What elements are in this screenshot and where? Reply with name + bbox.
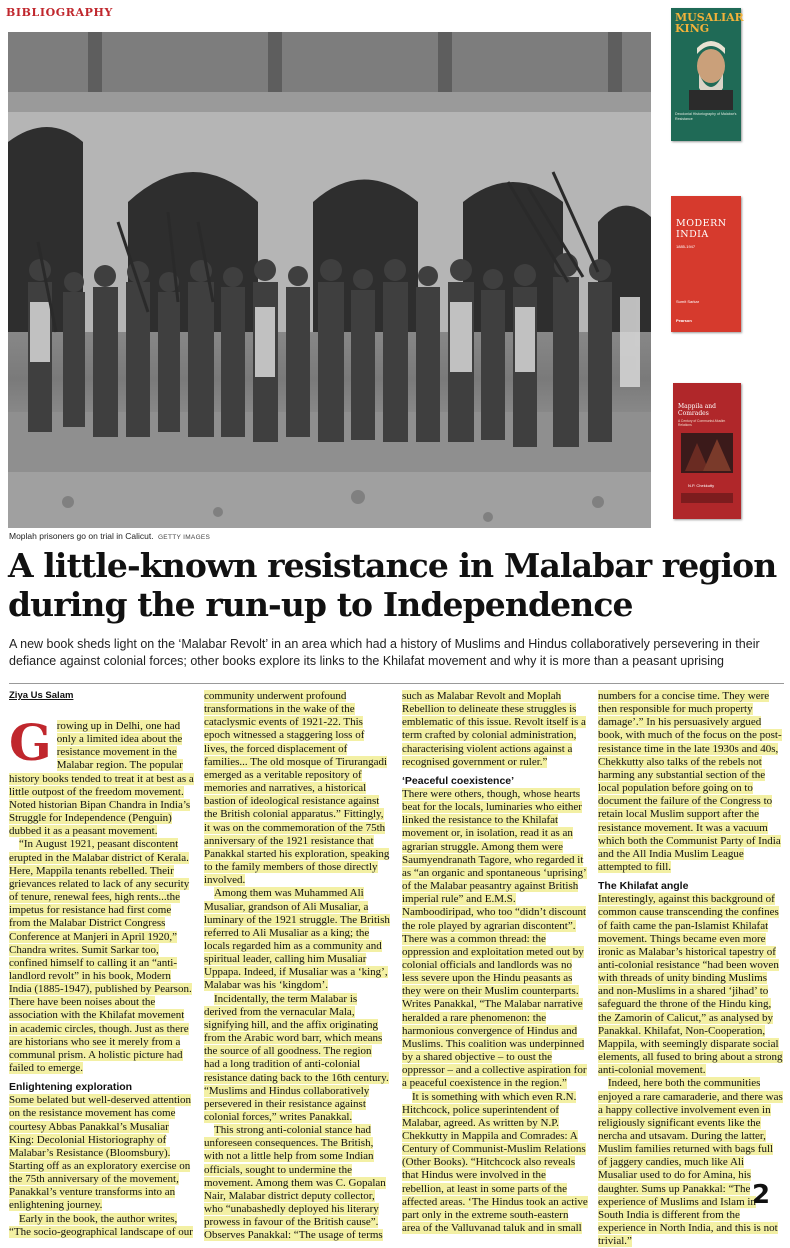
paragraph (598, 690, 784, 874)
paragraph-text: “In August 1921, peasant discontent erupted in the Malabar district of Kerala. Here, Mappila tenants rebelled. Their grievances related to lack of any security of tenure, renewal fees, high rents...the impetus for resistance had first come from the Malabar District Congress Conference at Manjeri in April 1920,” Chandra writes. Sumit Sarkar too, confined himself to calling it an “anti-landlord revolt” in his book, Modern India (1885-1947), published by Pearson. There have been noises about the association with the Khilafat movement in academic circles, though. Just as there are historians who see it merely from a communal prism. A holistic picture had failed to emerge. (9, 838, 192, 1075)
paragraph (204, 1124, 390, 1242)
section-label: BIBLIOGRAPHY (6, 6, 113, 19)
photo-caption (9, 531, 210, 541)
cover-author: Sumit Sarkar (676, 299, 700, 304)
byline: Ziya Us Salam (9, 690, 74, 701)
cover-portrait-icon (671, 8, 744, 141)
paragraph (204, 993, 390, 1125)
article-headline: A little-known resistance in Malabar region during the run-up to Independence (8, 546, 777, 624)
paragraph (9, 838, 195, 1075)
paragraph-text: Indeed, here both the communities enjoyed a rare camaraderie, and there was a happy collective involvement even in religiously significant events like the nercha and utsavam. During the latter, Muslim families returned with bags full of jaggery candies, much like Ali Musaliar used to do for Amina, his daughter. Sums up Panakkal: “The experience of Muslims and Islam in South India is different from the experience in North India, and this is not trivial.” (598, 1077, 783, 1248)
article-column-1 (9, 690, 195, 1238)
subhead: The Khilafat angle (598, 880, 689, 893)
paragraph-text: Early in the book, the author writes, “The socio-geographical landscape of our (9, 1212, 193, 1238)
cover-illustration-icon (673, 383, 741, 519)
paragraph-text: Interestingly, against this background of common cause transcending the confines of faith came the pan-Islamist Khilafat movement. Things became even more ironic as Malabar’s historical tapestry of anti-colonial resistance “had been woven with threads of unity binding Muslims and non-Muslims in a shared ‘jihad’ to safeguard the throne of the Hindu king, the Zamorin of Calicut,” as analysed by Panakkal. Khilafat, Non-Cooperation, Mappila, with seemingly disparate social elements, all fused to bring about a strong anti-colonial movement. (598, 893, 783, 1077)
article-column-3 (402, 690, 588, 1235)
paragraph (204, 690, 390, 887)
paragraph-text: such as Malabar Revolt and Moplah Rebellion to delineate these struggles is emblematic of this issue. Revolt itself is a term crafted by colonial administration, characterising violent actions against a recognised government or ruler.” (402, 690, 586, 768)
subhead: ‘Peaceful coexistence’ (402, 774, 515, 787)
photo-caption-text: Moplah prisoners go on trial in Calicut. (9, 531, 154, 541)
page-mark: 2 (752, 1180, 771, 1210)
paragraph-text: rowing up in Delhi, one had only a limited idea about the resistance movement in the Malabar region. The popular history books tended to treat it at best as a little outpost of the freedom movement. Noted historian Bipan Chandra in India’s Struggle for Independence (Penguin) dubbed it as a peasant movement. (9, 720, 194, 838)
article-column-2 (204, 690, 390, 1242)
paragraph-text: numbers for a concise time. They were then responsible for much property damage’.” In his persuasively argued book, with much of the focus on the post-resistance time in the late 1930s and 40s, Chekkutty also talks of the rebels not harming any substantial section of the local population before going on to document the failure of the Congress to retain local Muslim support after the resistance movement. It was a vacuum which both the Communist Party of India and the All India Muslim League attempted to fill. (598, 690, 782, 874)
cover-publisher: Pearson (676, 318, 692, 323)
cover-years: 1885-1947 (676, 244, 696, 249)
cover-title: MUSALIAR KING (675, 11, 744, 35)
paragraph-text: community underwent profound transformations in the wake of the cataclysmic events of 1921-22. This epoch witnessed a staggering loss of lives, the forced displacement of families... The old mosque of Tirurangadi emerged as a veritable repository of memories and narratives, a historical bastion of ideological resistance against the British colonial apparatus.” Fittingly, it was on the commemoration of the 75th anniversary of the 1921 resistance that Panakkal started his exploration, speaking to the family members of those directly involved. (204, 690, 390, 887)
paragraph-text: Some belated but well-deserved attention on the resistance movement has come courtesy Abbas Panakkal’s Musaliar King: Decolonial Historiography of Malabar’s Resistance (Bloomsbury). Starting off as an exploratory exercise on the 75th anniversary of the movement, Panakkal’s venture transforms into an enlightening journey. (9, 1094, 192, 1212)
book-cover-modern-india (671, 196, 741, 332)
prisoners-photo (8, 32, 651, 528)
paragraph (598, 893, 784, 1077)
paragraph (402, 1091, 588, 1236)
cover-title: MODERN INDIA (676, 218, 727, 240)
article-column-4 (598, 690, 784, 1248)
cover-author: N.P. Chekkutty (688, 483, 715, 488)
paragraph-text: Incidentally, the term Malabar is derived from the vernacular Mala, signifying hill, and the affix originating from the Arabic word barr, which means the source of all goodness. The region had a long tradition of anti-colonial resistance dating back to the 16th century. “Muslims and Hindus collaboratively persevered in their resistance against colonial forces,” writes Panakkal. (204, 992, 389, 1123)
divider (9, 683, 784, 684)
paragraph (402, 690, 588, 769)
paragraph-text: It is something with which even R.N. Hitchcock, police superintendent of Malabar, agreed. As written by N.P. Chekkutty in Mappila and Comrades: A Century of Communist-Muslim Relations (Other Books). “Hitchcock also reveals that Hindus were involved in the rebellion, at least in some parts of the affected areas. ‘The Hindus took an active part only in the extreme south-eastern area of the Valluvanad taluk and in small (402, 1090, 588, 1235)
cover-subtitle: Decolonial Historiography of Malabar's Resistance (675, 112, 737, 121)
article-standfirst: A new book sheds light on the ‘Malabar Revolt’ in an area which had a history of Muslims and Hindus collaboratively persevering in their defiance against colonial forces; other books explore its links to the Khilafat movement and why it is more than a peasant uprising (9, 637, 760, 668)
paragraph (9, 1213, 195, 1239)
paragraph (204, 887, 390, 992)
paragraph (9, 713, 195, 838)
book-cover-mappila-and-comrades (673, 383, 741, 519)
cover-subtitle: A Century of Communist-Muslim Relations (678, 419, 726, 427)
paragraph-text: This strong anti-colonial stance had unforeseen consequences. The British, with not a little help from some Indian officials, sought to undermine the movement. Among them was C. Gopalan Nair, Malabar district deputy collector, who “unabashedly deployed his literary prowess in favour of the British cause”. Observes Panakkal: “The usage of terms (204, 1124, 386, 1242)
paragraph (9, 1094, 195, 1212)
paragraph-text: Among them was Muhammed Ali Musaliar, grandson of Ali Musaliar, a luminary of the 1921 struggle. The British referred to Ali Musaliar as a king; the locals regarded him as a community and spiritual leader, calling him Musaliar Uppapa. Indeed, if Musaliar was a ‘king’, Malabar was his ‘kingdom’. (204, 887, 390, 992)
book-cover-musaliar-king (671, 8, 744, 141)
drop-cap: G (9, 713, 52, 772)
photo-credit: GETTY IMAGES (157, 534, 211, 541)
paragraph (598, 1077, 784, 1248)
subhead: Enlightening exploration (9, 1081, 133, 1094)
cover-title: Mappila and Comrades (678, 403, 717, 417)
paragraph-text: There were others, though, whose hearts beat for the locals, luminaries who either linked the resistance to the Khilafat movement or, in isolation, read it as an agrarian struggle. Among them were Saumyendranath Tagore, who regarded it as “an organic and spontaneous ‘uprising’ of the Malabar peasantry against British imperial rule” and E.M.S. Namboodiripad, who too “didn’t discount the role played by agrarian discontent”. There was a common thread: the oppression and exploitation meted out by colonial officials and landlords was no less severe upon the Hindu peasants as they were on their Muslim counterparts. Writes Panakkal, “The Malabar narrative heralded a rare phenomenon: the harmonious convergence of Hindus and Muslims. This coalition was underpinned by a shared objective – to oust the oppressor – and a collective aspiration for a peaceful coexistence in the region.” (402, 787, 587, 1090)
paragraph (402, 788, 588, 1091)
